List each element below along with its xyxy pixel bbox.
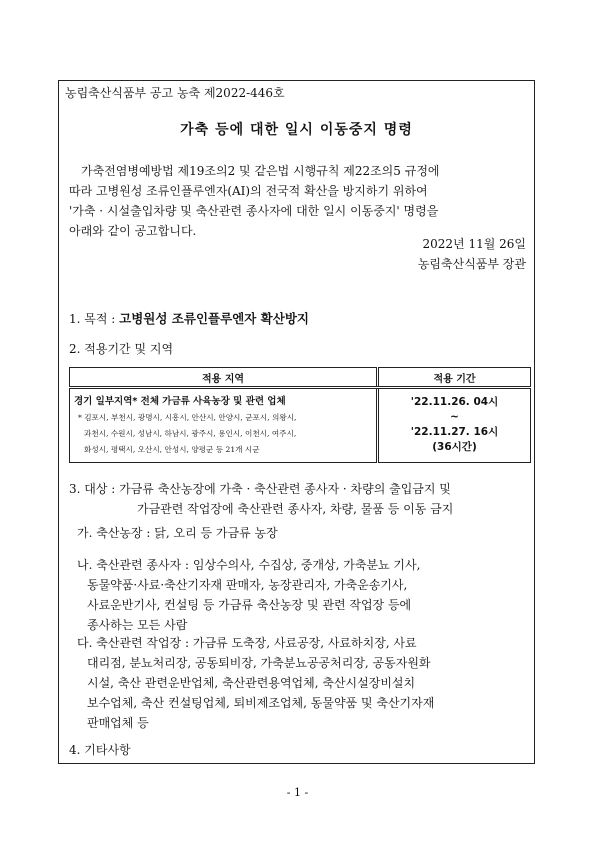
notice-frame: [58, 80, 535, 764]
section-purpose-label: 1. 목적 :: [69, 312, 116, 326]
item-workers-line: 종사하는 모든 사람: [87, 618, 188, 632]
item-workers: [77, 555, 420, 635]
issue-block: [418, 234, 526, 274]
region-list-line: * 김포시, 부천시, 광명시, 시흥시, 안산시, 안양시, 군포시, 의왕시,: [78, 413, 297, 422]
section-purpose-value: 고병원성 조류인플루엔자 확산방지: [119, 311, 309, 326]
region-list: [74, 410, 373, 458]
period-duration: (36시간): [432, 441, 477, 453]
table-header-period: 적용 기간: [378, 368, 531, 388]
intro-paragraph: [69, 161, 527, 241]
period-end: '22.11.27. 16시: [410, 426, 499, 438]
section-other: 4. 기타사항: [69, 743, 131, 757]
table-header-region: 적용 지역: [70, 368, 378, 388]
item-workplaces-line: 판매업체 등: [87, 716, 149, 730]
item-workers-line: 나. 축산관련 종사자 : 임상수의사, 수집상, 중개상, 가축분뇨 기사,: [77, 558, 421, 572]
region-list-line: 과천시, 수원시, 성남시, 하남시, 광주시, 용인시, 이천시, 여주시,: [84, 429, 297, 438]
section-target: [69, 479, 453, 519]
page-number: - 1 -: [286, 786, 309, 799]
intro-line: 가축전염병예방법 제19조의2 및 같은법 시행규칙 제22조의5 규정에: [81, 164, 440, 178]
period-separator: ~: [450, 411, 459, 423]
period-start: '22.11.26. 04시: [410, 396, 499, 408]
item-workplaces-line: 다. 축산관련 작업장 : 가금류 도축장, 사료공장, 사료하치장, 사료: [77, 636, 417, 650]
section-target-line: 가금관련 작업장에 축산관련 종사자, 차량, 물품 등 이동 금지: [137, 502, 454, 516]
section-purpose: [69, 309, 309, 327]
page-title: 가축 등에 대한 일시 이동중지 명령: [180, 122, 413, 138]
item-workplaces: [77, 633, 434, 733]
region-main: 경기 일부지역* 전체 가금류 사육농장 및 관련 업체: [74, 396, 286, 407]
region-list-line: 화성시, 평택시, 오산시, 안성시, 양평군 등 21개 시군: [84, 445, 260, 454]
table-row: [70, 388, 531, 463]
item-workers-line: 사료운반기사, 컨설팅 등 가금류 축산농장 및 관련 작업장 등에: [87, 598, 412, 612]
item-workers-line: 동물약품·사료·축산기자재 판매자, 농장관리자, 가축운송기사,: [87, 578, 408, 592]
application-table: [69, 367, 531, 463]
notice-number: 농림축산식품부 공고 농축 제2022-446호: [65, 86, 285, 100]
section-period-region: 2. 적용기간 및 지역: [69, 342, 174, 356]
issuer: 농림축산식품부 장관: [417, 257, 526, 271]
item-workplaces-line: 대리점, 분뇨처리장, 공동퇴비장, 가축분뇨공공처리장, 공동자원화: [87, 656, 431, 670]
item-workplaces-line: 보수업체, 축산 컨설팅업체, 퇴비제조업체, 동물약품 및 축산기자재: [87, 696, 435, 710]
intro-line: 따라 고병원성 조류인플루엔자(AI)의 전국적 확산을 방지하기 위하여: [69, 184, 428, 198]
intro-line: '가축 · 시설출입차량 및 축산관련 종사자에 대한 일시 이동중지' 명령을: [69, 204, 439, 218]
intro-line: 아래와 같이 공고합니다.: [69, 224, 197, 238]
item-workplaces-line: 시설, 축산 관련운반업체, 축산관련용역업체, 축산시설장비설치: [87, 676, 416, 690]
region-cell: [70, 388, 378, 463]
issue-date: 2022년 11월 26일: [422, 237, 526, 251]
section-target-line: 3. 대상 : 가금류 축산농장에 가축 · 축산관련 종사자 · 차량의 출입금지 및: [69, 482, 451, 496]
period-cell: [378, 388, 531, 463]
item-farm: 가. 축산농장 : 닭, 오리 등 가금류 농장: [77, 526, 278, 540]
